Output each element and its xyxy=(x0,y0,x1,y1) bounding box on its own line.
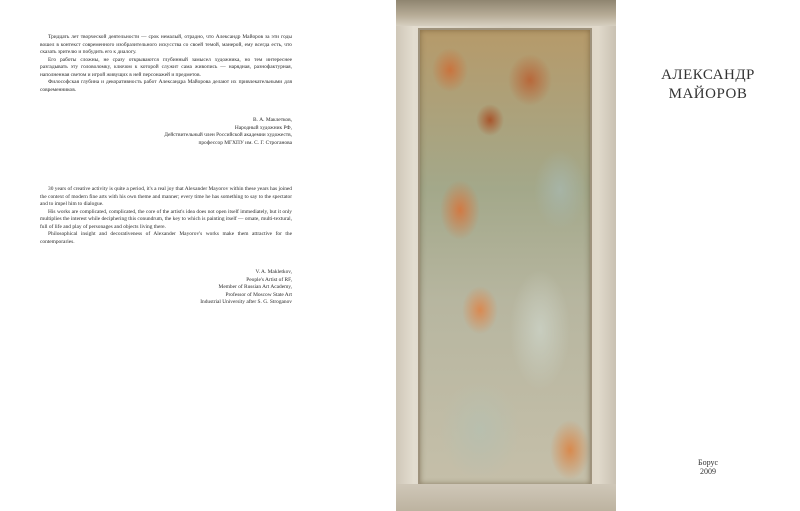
russian-signature-line: В. А. Маклетков, xyxy=(252,117,292,123)
english-signature-line: V. A. Makletkov, xyxy=(255,269,292,275)
painted-door-artwork xyxy=(396,0,616,511)
russian-paragraph-1: Тридцать лет творческой деятельности — срок немалый, отрадно, что Александр Майоров за эти годы вошел в контекст современного изобразительного искусства со своей темой, манерой, ему всегда есть, что сказать зрителю и побудить его к диалогу. xyxy=(40,34,292,55)
publication-year: 2009 xyxy=(700,467,716,476)
english-paragraph-1: 30 years of creative activity is quite a period, it's a real joy that Alexander Mayorov within these years has joined the context of modern fine arts with his own theme and manner; every time he has something to say to the spectator and to impel him to dialogue. xyxy=(40,186,292,207)
russian-signature xyxy=(40,117,292,147)
author-last-name: МАЙОРОВ xyxy=(668,86,748,102)
door-bottom-rail xyxy=(396,484,616,511)
russian-paragraph-2: Его работы сложны, не сразу открываются глубинный замысел художника, но тем интереснее разгадывать эту головоломку, ключом к которой служит сама живопись — нарядная, разнофактурная, наполненная светом и игрой живущих в ней персонажей и предметов. xyxy=(40,56,292,78)
english-signature-line: Member of Russian Art Academy, xyxy=(218,284,292,290)
english-signature-line: People's Artist of RF, xyxy=(246,276,292,283)
author-first-name: АЛЕКСАНДР xyxy=(661,67,755,83)
author-name xyxy=(616,66,800,104)
russian-signature-line: Народный художник РФ, xyxy=(234,124,292,131)
russian-text xyxy=(40,34,292,94)
right-page xyxy=(616,0,800,511)
door-top-rail xyxy=(396,0,616,26)
publisher-name: Борус xyxy=(697,458,719,467)
russian-signature-line: профессор МГХПУ им. С. Г. Строганова xyxy=(198,139,292,146)
english-paragraph-3: Philosophical insight and decorativeness of Alexander Mayorov's works make them attractive for the contemporaries. xyxy=(40,231,292,245)
russian-signature-line: Действительный член Российской академии художеств, xyxy=(164,132,292,138)
english-paragraph-2: His works are complicated, complicated, the core of the artist's idea does not open itself immediately, but it only multiplies the interest while deciphering this conundrum, the key to which is painting itself — ornate, multi-textural, full of life and play of personages and objects living there. xyxy=(40,208,292,230)
left-page xyxy=(0,0,396,511)
door-painted-panel xyxy=(418,28,592,486)
english-signature xyxy=(40,269,292,307)
english-signature-line: Professor of Moscow State Art xyxy=(225,291,292,298)
russian-paragraph-3: Философская глубина и декоративность работ Александра Майорова делают их привлекательными для современников. xyxy=(40,79,292,93)
publisher-block xyxy=(616,458,800,476)
english-text xyxy=(40,186,292,246)
english-signature-line: Industrial University after S. G. Stroganov xyxy=(200,299,292,305)
